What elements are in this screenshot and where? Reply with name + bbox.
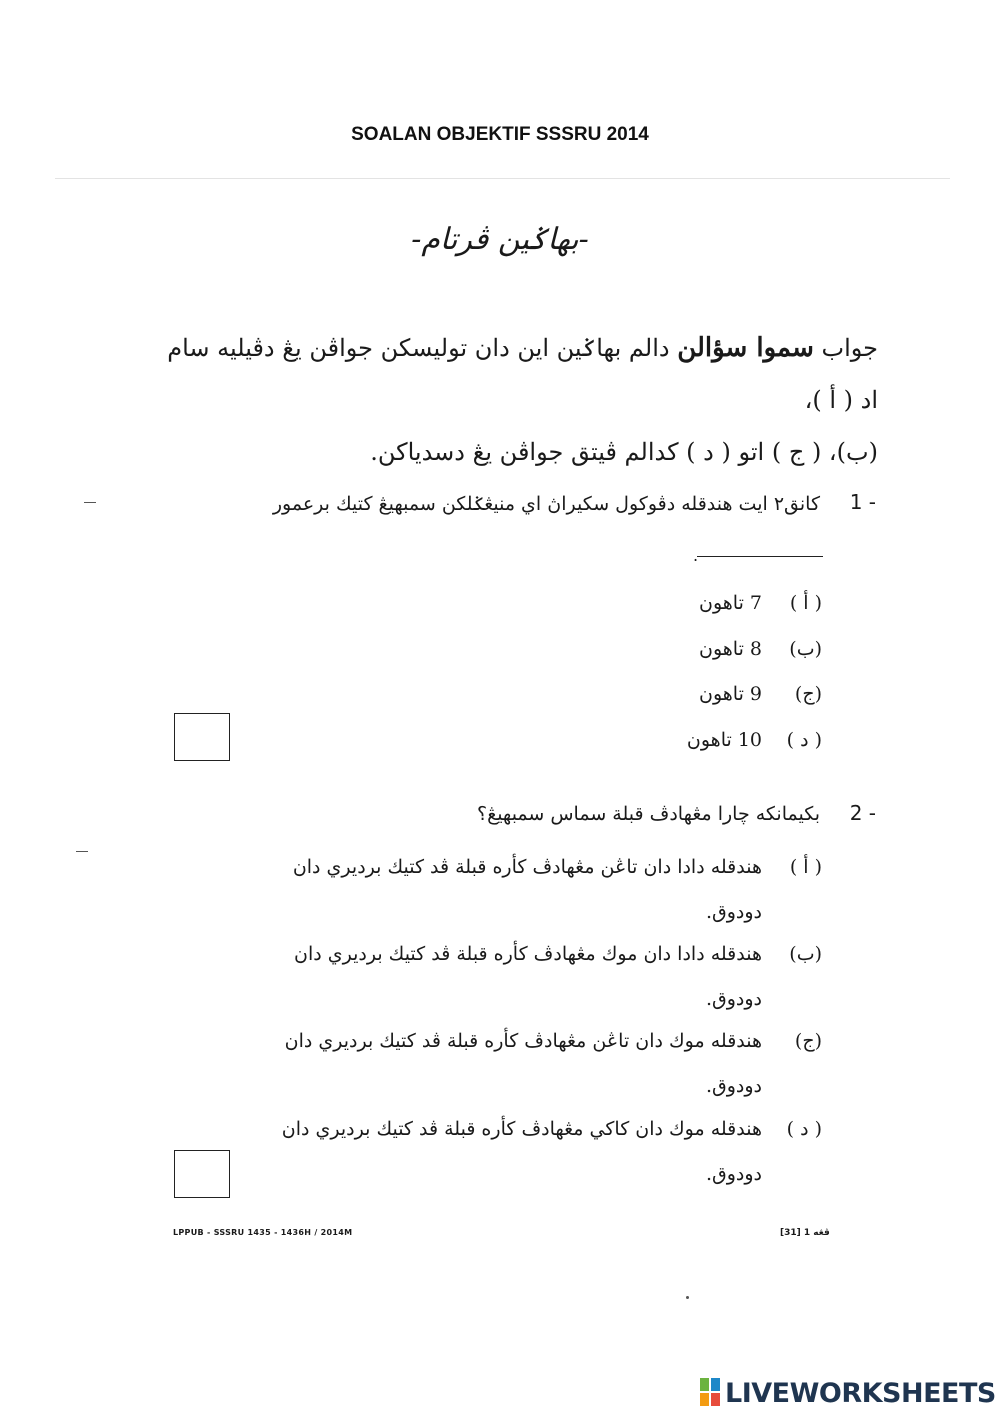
scan-speck — [686, 1296, 689, 1299]
q2-option-c-label: (ج) — [794, 1030, 822, 1052]
q2-option-d-text-continued: دودوق. — [705, 1163, 762, 1185]
q2-option-a-text: هندقله دادا دان تاڠن مڠهادڤ كأره قبلة ڤد كتيك برديري دان — [292, 856, 762, 878]
answer-box-question-1[interactable] — [174, 713, 230, 761]
q1-option-c-text: 9 تاهون — [699, 683, 762, 705]
margin-mark — [84, 502, 96, 503]
instructions-text: دالم بهاݢين اين دان توليسكن جواڤن يڠ دڤيليه سام اد ( أ )، — [167, 334, 878, 414]
question-1-text: كانق٢ ايت هندقله دڤوكول سكيراڽ اي منيڠݢلكن سمبهيڠ كتيك برعمور — [272, 493, 820, 515]
q2-option-b-text-continued: دودوق. — [705, 988, 762, 1010]
page-header-title: SOALAN OBJEKTIF SSSRU 2014 — [351, 124, 649, 145]
question-1-blank-end: . — [693, 546, 699, 565]
q1-option-a-text: 7 تاهون — [699, 592, 762, 614]
margin-mark — [76, 851, 88, 852]
liveworksheets-brand — [700, 1376, 996, 1410]
instructions-text: جواب — [813, 334, 878, 362]
q1-option-c-label: (ج) — [794, 683, 822, 705]
instructions-line-2: (ب)، ( ج ) اتو ( د ) كدالم ڤيتق جواڤن يڠ دسدياكن. — [370, 438, 878, 466]
q2-option-d-label: ( د ) — [786, 1118, 822, 1140]
q2-option-a-text-continued: دودوق. — [705, 901, 762, 923]
q2-option-c-text: هندقله موك دان تاڠن مڠهادڤ كأره قبلة ڤد كتيك برديري دان — [284, 1030, 762, 1052]
q1-option-a-label: ( أ ) — [789, 592, 822, 614]
question-1-number: 1 - — [849, 490, 876, 514]
q1-option-b-label: (ب) — [789, 638, 822, 660]
question-2-text: بكيمانكه چارا مڠهادڤ قبلة سماس سمبهيڠ؟ — [477, 803, 820, 825]
q1-option-b-text: 8 تاهون — [699, 638, 762, 660]
liveworksheets-logo-icon — [700, 1378, 722, 1408]
footer-page-number: [31] ڤڠه 1 — [780, 1228, 830, 1238]
q2-option-d-text: هندقله موك دان كاكي مڠهادڤ كأره قبلة ڤد كتيك برديري دان — [281, 1118, 762, 1140]
question-1-blank — [697, 556, 823, 557]
instructions-line-1 — [158, 322, 878, 426]
brand-name: LIVEWORKSHEETS — [725, 1377, 996, 1409]
footer-code: LPPUB - SSSRU 1435 - 1436H / 2014M — [173, 1228, 353, 1237]
q2-option-c-text-continued: دودوق. — [705, 1075, 762, 1097]
section-title: -بهاݢين ڤرتام- — [411, 222, 589, 257]
q1-option-d-text: 10 تاهون — [686, 729, 762, 751]
q2-option-a-label: ( أ ) — [789, 856, 822, 878]
header-divider — [55, 178, 950, 179]
instructions — [158, 322, 878, 478]
instructions-emphasis: سموا سؤالن — [677, 333, 814, 363]
q1-option-d-label: ( د ) — [786, 729, 822, 751]
answer-box-question-2[interactable] — [174, 1150, 230, 1198]
q2-option-b-label: (ب) — [789, 943, 822, 965]
question-2-number: 2 - — [849, 801, 876, 825]
q2-option-b-text: هندقله دادا دان موك مڠهادڤ كأره قبلة ڤد كتيك برديري دان — [294, 943, 762, 965]
